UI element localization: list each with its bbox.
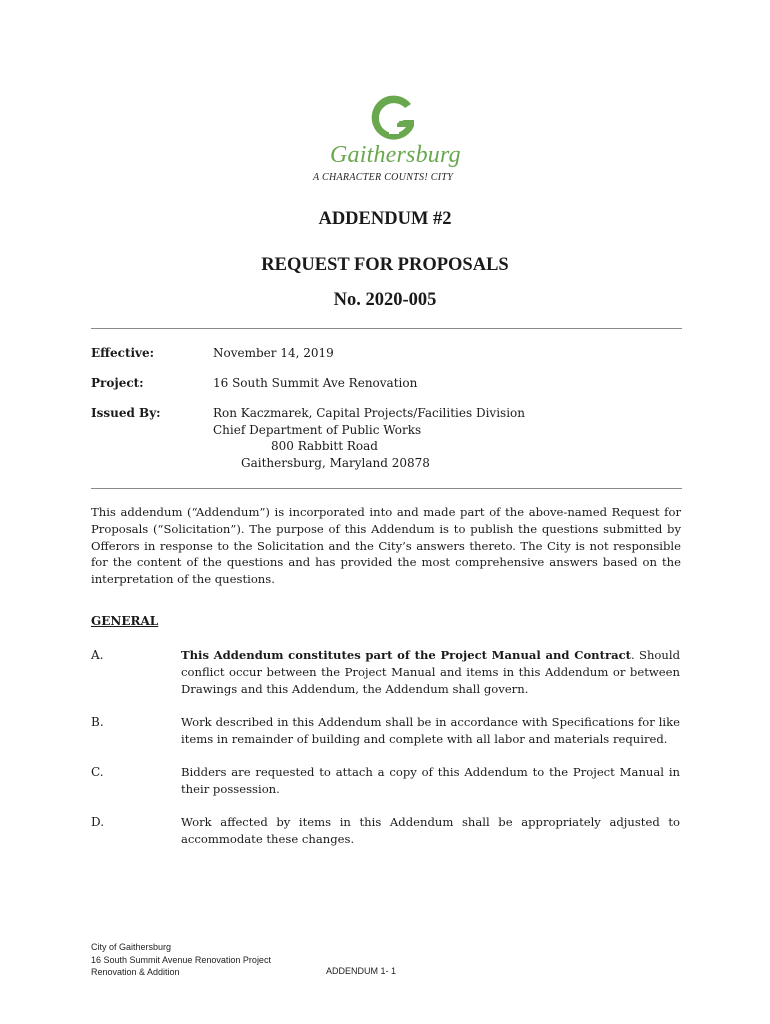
- item-text-a: [181, 647, 680, 697]
- intro-paragraph: This addendum (“Addendum”) is incorporated into and made part of the above-named Request for Proposals (“Solicitation”). The purpose of this Addendum is to publish the questions submitted by Offerors in response to the Solicitation and the City’s answers thereto. The City is not responsible for the content of the questions and has provided the most comprehensive answers based on the interpretation of the questions.: [91, 505, 681, 587]
- effective-label: Effective:: [91, 346, 155, 360]
- divider-bottom: [91, 488, 682, 489]
- issued-by-name: Ron Kaczmarek, Capital Projects/Facilities Division: [213, 406, 525, 420]
- footer-block: [91, 941, 271, 979]
- general-heading: GENERAL: [91, 614, 159, 628]
- item-letter-c: C.: [91, 765, 104, 779]
- footer-page-number: ADDENDUM 1- 1: [326, 966, 397, 976]
- footer-line-city: City of Gaithersburg: [91, 942, 172, 952]
- item-a-text: . Should conflict occur between the Project Manual and items in this Addendum or between Drawings and this Addendum, the Addendum shall govern.: [181, 648, 681, 696]
- item-text-d: Work affected by items in this Addendum shall be appropriately adjusted to accommodate these changes.: [181, 815, 680, 846]
- rfp-title: REQUEST FOR PROPOSALS: [261, 255, 509, 275]
- project-label: Project:: [91, 376, 144, 390]
- issued-by-city: Gaithersburg, Maryland 20878: [241, 456, 430, 470]
- item-letter-b: B.: [91, 715, 104, 729]
- footer-line-type: Renovation & Addition: [91, 967, 180, 977]
- logo-city-name: Gaithersburg: [330, 142, 461, 168]
- footer-line-project: 16 South Summit Avenue Renovation Project: [91, 954, 271, 965]
- item-letter-d: D.: [91, 815, 105, 829]
- item-letter-a: A.: [91, 648, 104, 662]
- effective-value: November 14, 2019: [213, 346, 334, 360]
- issued-by-department: Chief Department of Public Works: [213, 423, 422, 437]
- tree-g-logo-icon: [367, 92, 419, 144]
- item-text-c: Bidders are requested to attach a copy of this Addendum to the Project Manual in their possession.: [181, 765, 680, 796]
- divider-top: [91, 328, 682, 329]
- rfp-number: No. 2020-005: [333, 290, 437, 310]
- issued-by-label: Issued By:: [91, 406, 161, 420]
- issued-by-street: 800 Rabbitt Road: [271, 439, 378, 453]
- addendum-title: ADDENDUM #2: [318, 209, 452, 229]
- project-value: 16 South Summit Ave Renovation: [213, 376, 418, 390]
- item-a-bold-text: This Addendum constitutes part of the Project Manual and Contract: [181, 648, 631, 662]
- item-text-b: Work described in this Addendum shall be in accordance with Specifications for like items in remainder of building and complete with all labor and materials required.: [181, 715, 680, 746]
- logo-tagline: A CHARACTER COUNTS! CITY: [313, 172, 454, 183]
